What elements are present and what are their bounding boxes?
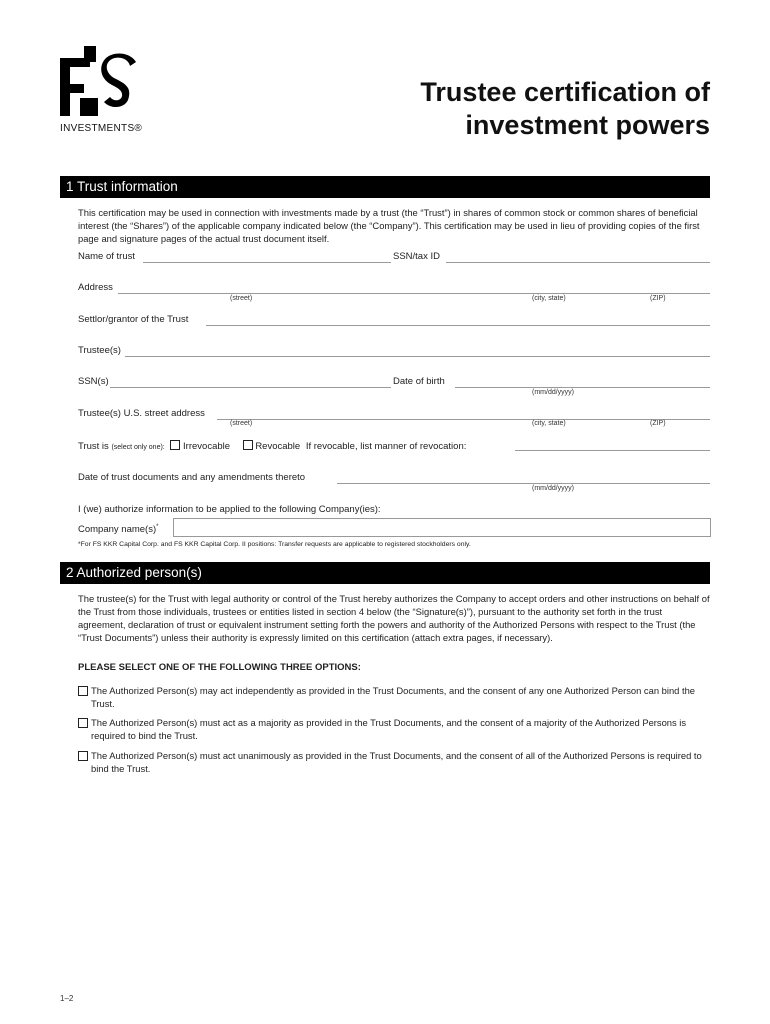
- section-1-heading: 1 Trust information: [60, 176, 710, 198]
- trust-is-label: Trust is: [78, 441, 109, 452]
- section-2-intro: The trustee(s) for the Trust with legal authority or control of the Trust hereby authorizes the Company to accept orders and other instructions on behalf of the Trust from those individuals, trustees or entities listed in section 4 below (the “Signature(s)”), pursuant to the authority set forth in the trust agreement, declaration of trust or equivalent instrument setting forth the powers and authority of the Authorized Persons with respect to the Trust (the “Trust Documents”) unless their authority is expressly limited on this certification (attach extra pages, if necessary).: [78, 593, 710, 643]
- fs-logo: [60, 46, 140, 116]
- company-names-label: Company name(s): [78, 524, 157, 536]
- ssn-tax-id-label: SSN/tax ID: [393, 251, 440, 262]
- settlor-label: Settlor/grantor of the Trust: [78, 314, 189, 325]
- trustees-label: Trustee(s): [78, 345, 121, 356]
- company-footnote: *For FS KKR Capital Corp. and FS KKR Capital Corp. II positions: Transfer requests are applicable to registered stockholders only.: [78, 541, 471, 548]
- settlor-field[interactable]: [206, 325, 710, 326]
- option-independent-checkbox[interactable]: [78, 686, 88, 696]
- trust-docs-date-field[interactable]: [337, 483, 710, 484]
- revocable-checkbox[interactable]: [243, 440, 253, 450]
- ssns-label: SSN(s): [78, 376, 109, 387]
- trustees-field[interactable]: [125, 356, 710, 357]
- irrevocable-checkbox[interactable]: [170, 440, 180, 450]
- option-unanimous-text: The Authorized Person(s) must act unanimously as provided in the Trust Documents, and the consent of all of the Authorized Persons is required to bind the Trust.: [91, 750, 702, 774]
- select-only-one-hint: (select only one):: [111, 444, 165, 451]
- trustee-street-hint: (street): [230, 420, 253, 427]
- company-names-label-wrap: [78, 524, 158, 535]
- name-of-trust-label: Name of trust: [78, 251, 136, 262]
- trust-type-row: [78, 440, 466, 452]
- option-independent-text: The Authorized Person(s) may act independently as provided in the Trust Documents, and the consent of any one Authorized Person can bind the Trust.: [91, 685, 696, 709]
- company-names-input[interactable]: [173, 518, 711, 537]
- revocation-manner-label: If revocable, list manner of revocation:: [305, 441, 467, 452]
- title-line-2: investment powers: [465, 110, 710, 140]
- page-title: [420, 76, 710, 142]
- trustee-city-state-hint: (city, state): [532, 420, 566, 427]
- ssn-tax-id-field[interactable]: [446, 262, 710, 263]
- option-majority-checkbox[interactable]: [78, 718, 88, 728]
- section-1-intro: This certification may be used in connection with investments made by a trust (the “Trust”) in shares of common stock or common shares of beneficial interest (the “Shares”) of the applicable company indicated below (the “Company”). This certification may be used in lieu of providing copies of the first page and signature pages of the actual trust document itself.: [78, 207, 700, 244]
- trust-docs-date-label: Date of trust documents and any amendments thereto: [78, 472, 306, 483]
- trustee-zip-hint: (ZIP): [650, 420, 666, 427]
- dob-label: Date of birth: [393, 376, 445, 387]
- name-of-trust-field[interactable]: [143, 262, 391, 263]
- select-options-heading: PLEASE SELECT ONE OF THE FOLLOWING THREE OPTIONS:: [78, 662, 361, 673]
- address-zip-hint: (ZIP): [650, 295, 666, 302]
- option-independent: [78, 684, 710, 710]
- page-number: 1–2: [60, 994, 74, 1003]
- address-city-state-hint: (city, state): [532, 295, 566, 302]
- title-line-1: Trustee certification of: [420, 77, 710, 107]
- trust-docs-date-hint: (mm/dd/yyyy): [532, 485, 574, 492]
- option-majority-text: The Authorized Person(s) must act as a majority as provided in the Trust Documents, and the consent of a majority of the Authorized Persons is required to bind the Trust.: [91, 717, 687, 741]
- ssns-field[interactable]: [110, 387, 391, 388]
- revocable-label: Revocable: [255, 441, 301, 452]
- revocation-manner-field[interactable]: [515, 450, 710, 451]
- logo-subtitle: INVESTMENTS®: [60, 123, 143, 134]
- company-names-footnote-marker: *: [156, 524, 159, 530]
- address-label: Address: [78, 282, 113, 293]
- irrevocable-label: Irrevocable: [183, 441, 231, 452]
- authorize-label: I (we) authorize information to be applied to the following Company(ies):: [78, 504, 381, 515]
- trustee-street-label: Trustee(s) U.S. street address: [78, 408, 205, 419]
- address-street-hint: (street): [230, 295, 253, 302]
- address-field[interactable]: [118, 293, 710, 294]
- dob-field[interactable]: [455, 387, 710, 388]
- section-2-heading: 2 Authorized person(s): [60, 562, 710, 584]
- option-unanimous-checkbox[interactable]: [78, 751, 88, 761]
- option-majority: [78, 716, 710, 742]
- trustee-street-field[interactable]: [217, 419, 710, 420]
- dob-format-hint: (mm/dd/yyyy): [532, 389, 574, 396]
- option-unanimous: [78, 749, 710, 775]
